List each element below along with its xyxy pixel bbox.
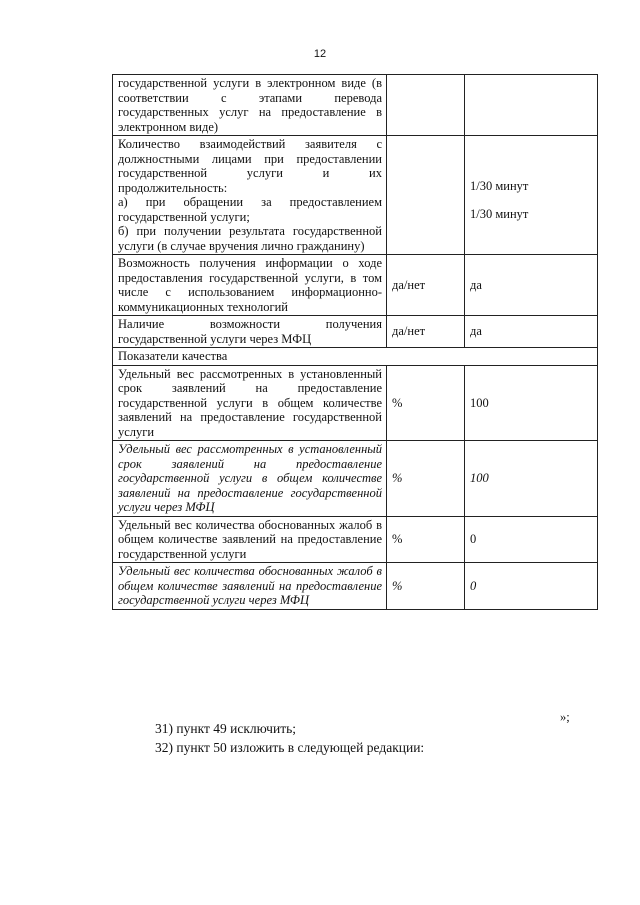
- interactions-item-b: б) при получении результата государственной услуги (в случае вручения лично гражданину): [118, 224, 382, 253]
- amendment-items: [155, 719, 424, 757]
- unit-cell: [387, 136, 465, 255]
- section-header: Показатели качества: [113, 348, 598, 366]
- interactions-item-a: а) при обращении за предоставлением государственной услуги;: [118, 195, 382, 224]
- table-row: [113, 441, 598, 517]
- value-cell: [465, 136, 598, 255]
- section-row: [113, 348, 598, 366]
- amendment-item: 31) пункт 49 исключить;: [155, 721, 297, 736]
- indicator-cell: Удельный вес количества обоснованных жалоб в общем количестве заявлений на предоставление государственной услуги: [113, 516, 387, 563]
- value-cell: да: [465, 316, 598, 348]
- value-cell: 0: [465, 516, 598, 563]
- unit-cell: %: [387, 365, 465, 441]
- table-row: [113, 255, 598, 316]
- table-row: [113, 316, 598, 348]
- interaction-value-b: 1/30 минут: [470, 207, 529, 221]
- interaction-value-a: 1/30 минут: [470, 178, 529, 193]
- indicator-cell: Удельный вес рассмотренных в установленный срок заявлений на предоставление государственной услуги в общем количестве заявлений на предоставление государственной услуги: [113, 365, 387, 441]
- unit-cell: %: [387, 563, 465, 610]
- indicator-cell: [113, 136, 387, 255]
- closing-quote: »;: [560, 710, 570, 724]
- unit-cell: %: [387, 516, 465, 563]
- unit-cell: [387, 75, 465, 136]
- value-cell: 100: [465, 441, 598, 517]
- page-number: 12: [313, 48, 327, 60]
- unit-cell: да/нет: [387, 255, 465, 316]
- table-row: [113, 136, 598, 255]
- indicator-cell: Наличие возможности получения государственной услуги через МФЦ: [113, 316, 387, 348]
- unit-cell: да/нет: [387, 316, 465, 348]
- indicator-cell: Удельный вес рассмотренных в установленный срок заявлений на предоставление государственной услуги в общем количестве заявлений на предоставление государственной услуги через МФЦ: [113, 441, 387, 517]
- table-row: [113, 563, 598, 610]
- indicator-cell: Удельный вес количества обоснованных жалоб в общем количестве заявлений на предоставление государственной услуги через МФЦ: [113, 563, 387, 610]
- table-row: [113, 75, 598, 136]
- value-cell: 0: [465, 563, 598, 610]
- interactions-text: Количество взаимодействий заявителя с должностными лицами при предоставлении государственной услуги и их продолжительность:: [118, 137, 382, 195]
- value-cell: 100: [465, 365, 598, 441]
- indicator-cell: государственной услуги в электронном виде (в соответствии с этапами перевода государственных услуг на предоставление в электронном виде): [113, 75, 387, 136]
- table-row: [113, 365, 598, 441]
- indicator-cell: Возможность получения информации о ходе предоставления государственной услуги, в том числе с использованием информационно-коммуникационных технологий: [113, 255, 387, 316]
- value-cell: да: [465, 255, 598, 316]
- value-cell: [465, 75, 598, 136]
- unit-cell: %: [387, 441, 465, 517]
- table-row: [113, 516, 598, 563]
- quality-indicators-table: [112, 74, 598, 610]
- amendment-item: 32) пункт 50 изложить в следующей редакции:: [155, 740, 425, 755]
